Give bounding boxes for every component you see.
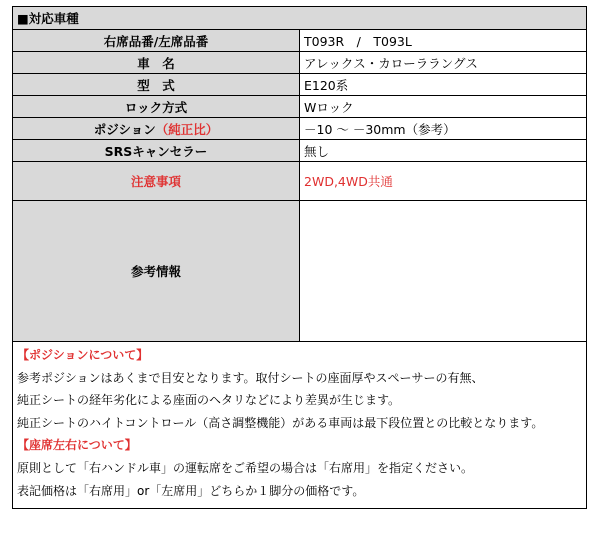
position-note-line: 純正シートのハイトコントロール（高さ調整機能）がある車両は最下段位置との比較となります。 [17, 415, 544, 430]
table-row [13, 30, 587, 52]
lock-type-label: ロック方式 [13, 96, 300, 118]
lock-type-value: Wロック [300, 96, 587, 118]
position-label-main: ポジション [93, 121, 156, 137]
spec-table [12, 6, 587, 342]
seat-note-line: 表記価格は「右席用」or「左席用」どちらか１脚分の価格です。 [17, 483, 365, 498]
table-row [13, 201, 587, 342]
position-label-note: （純正比） [155, 121, 219, 137]
position-note-line: 参考ポジションはあくまで目安となります。取付シートの座面厚やスペーサーの有無、 [17, 370, 484, 385]
position-note-line: 純正シートの経年劣化による座面のヘタリなどにより差異が生じます。 [17, 393, 401, 408]
car-name-label: 車 名 [13, 52, 300, 74]
model-value: E120系 [300, 74, 587, 96]
position-notes-heading: 【ポジションについて】 [17, 348, 149, 362]
model-label: 型 式 [13, 74, 300, 96]
srs-canceller-value: 無し [300, 140, 587, 162]
srs-canceller-label: SRSキャンセラー [13, 140, 300, 162]
section-title: ■対応車種 [13, 7, 587, 30]
table-row [13, 118, 587, 140]
seat-notes-heading: 【座席左右について】 [17, 438, 137, 453]
table-row [13, 140, 587, 162]
car-name-value: アレックス・カローララングス [300, 52, 587, 74]
table-row [13, 52, 587, 74]
part-number-value: T093R / T093L [300, 30, 587, 52]
position-value: －10 ～ －30mm（参考） [300, 118, 587, 140]
part-number-label: 右席品番/左席品番 [13, 30, 300, 52]
position-label [13, 118, 300, 140]
caution-value: 2WD,4WD共通 [300, 162, 587, 201]
caution-label: 注意事項 [13, 162, 300, 201]
reference-info-value [300, 201, 587, 342]
table-row [13, 96, 587, 118]
table-row [13, 74, 587, 96]
notes-box [12, 342, 587, 509]
table-row [13, 162, 587, 201]
compatibility-sheet [12, 6, 587, 509]
reference-info-label: 参考情報 [13, 201, 300, 342]
seat-note-line: 原則として「右ハンドル車」の運転席をご希望の場合は「右席用」を指定ください。 [17, 460, 474, 475]
